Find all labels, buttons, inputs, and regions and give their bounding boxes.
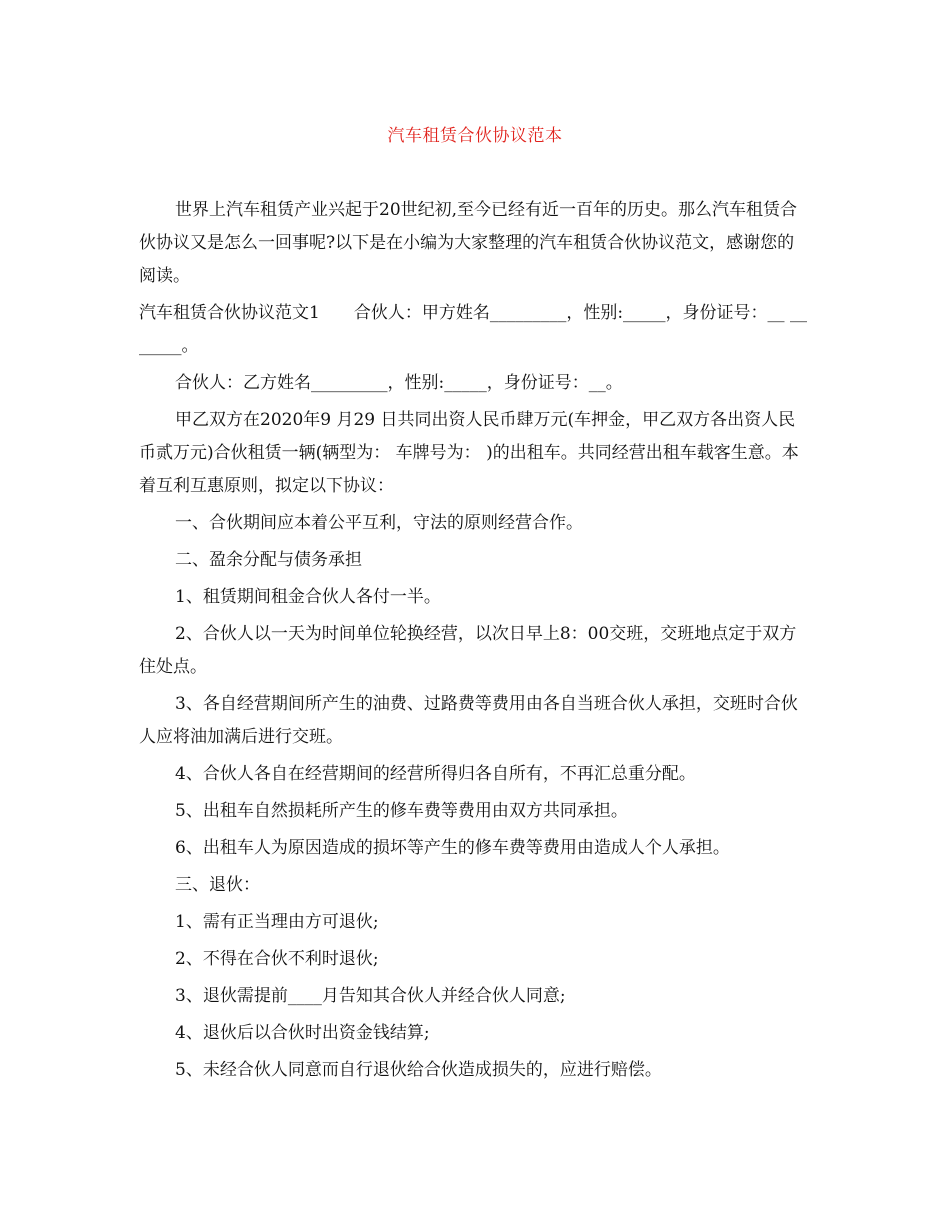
document-title: 汽车租赁合伙协议范本 (387, 126, 563, 146)
paragraph: 5、未经合伙人同意而自行退伙给合伙造成损失的，应进行赔偿。 (175, 1060, 662, 1080)
paragraph: 4、退伙后以合伙时出资金钱结算; (175, 1023, 430, 1043)
paragraph: 二、盈余分配与债务承担 (175, 550, 362, 570)
paragraph: 2、合伙人以一天为时间单位轮换经营，以次日早上8：00交班，交班地点定于双方住处点。 (139, 624, 797, 677)
paragraph: 合伙人：乙方姓名_________，性别:_____，身份证号：__。 (175, 373, 623, 393)
paragraph: 4、合伙人各自在经营期间的经营所得归各自所有，不再汇总重分配。 (175, 764, 696, 784)
paragraph: 甲乙双方在2020年9 月29 日共同出资人民币肆万元(车押金，甲乙双方各出资人民币贰万元)合伙租赁一辆(辆型为： 车牌号为： )的出租车。共同经营出租车载客生意。本着互利互惠原则，拟定以下协议： (139, 410, 799, 496)
paragraph: 汽车租赁合伙协议范文1 合伙人：甲方姓名_________，性别:_____，身份证号：__ _______。 (139, 303, 807, 356)
paragraph: 6、出租车人为原因造成的损坏等产生的修车费等费用由造成人个人承担。 (175, 838, 730, 858)
paragraph: 1、需有正当理由方可退伙; (175, 912, 379, 932)
paragraph: 世界上汽车租赁产业兴起于20世纪初,至今已经有近一百年的历史。那么汽车租赁合伙协议又是怎么一回事呢?以下是在小编为大家整理的汽车租赁合伙协议范文，感谢您的阅读。 (139, 200, 798, 286)
paragraph: 三、退伙： (175, 875, 260, 895)
paragraph: 3、退伙需提前____月告知其合伙人并经合伙人同意; (175, 986, 566, 1006)
document-body (139, 194, 811, 1087)
paragraph: 一、合伙期间应本着公平互利，守法的原则经营合作。 (175, 513, 583, 533)
paragraph: 1、租赁期间租金合伙人各付一半。 (175, 587, 441, 607)
paragraph: 2、不得在合伙不利时退伙; (175, 949, 379, 969)
paragraph: 5、出租车自然损耗所产生的修车费等费用由双方共同承担。 (175, 801, 628, 821)
paragraph: 3、各自经营期间所产生的油费、过路费等费用由各自当班合伙人承担，交班时合伙人应将油加满后进行交班。 (139, 694, 798, 747)
